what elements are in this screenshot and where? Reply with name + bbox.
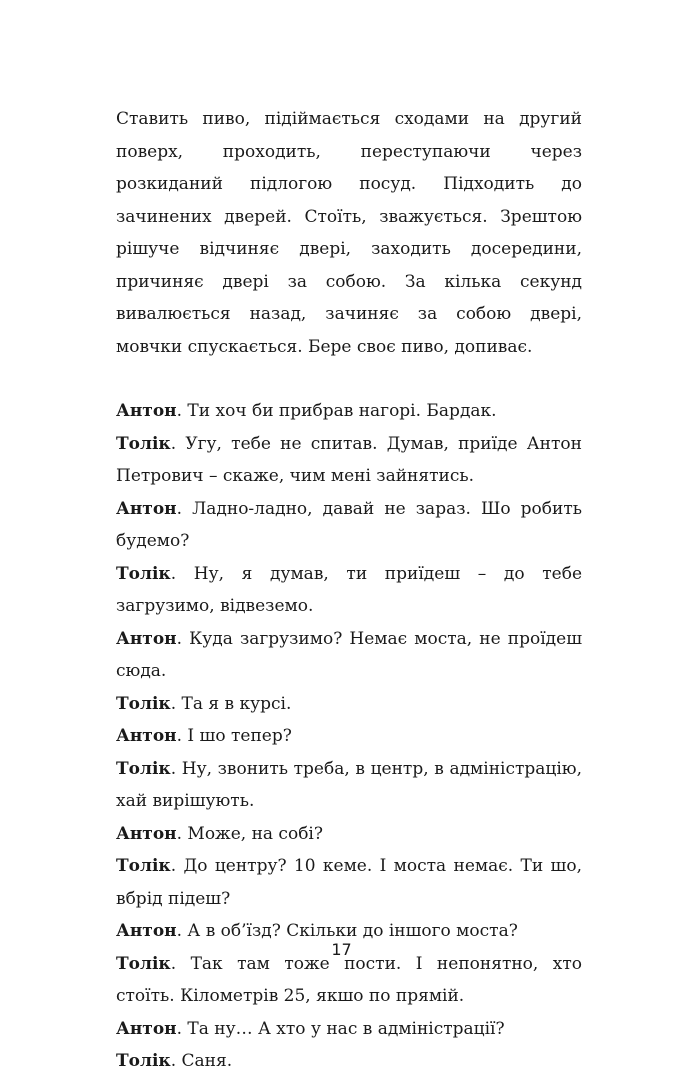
speech-text: . Може, на собі?: [176, 823, 323, 844]
speaker-name: Толік: [116, 953, 171, 974]
speech-text: . До центру? 10 кеме. І моста немає. Ти шо, вбрід підеш?: [116, 856, 582, 909]
page-body: [116, 103, 582, 1078]
speech-text: . Угу, тебе не спитав. Думав, приїде Антон Петрович – скаже, чим мені зайнятись.: [116, 433, 582, 486]
speech-text: . Саня.: [170, 1051, 233, 1071]
speaker-name: Антон: [116, 628, 177, 649]
dialogue-line: [116, 493, 582, 558]
speech-text: . Та ну… А хто у нас в адміністрації?: [176, 1018, 505, 1039]
speech-text: . Так там тоже пости. І непонятно, хто стоїть. Кілометрів 25, якшо по прямій.: [116, 953, 582, 1006]
dialogue: [116, 395, 582, 1078]
speaker-name: Толік: [116, 856, 171, 876]
speech-text: . Ладно-ладно, давай не зараз. Шо робить будемо?: [116, 498, 582, 551]
speech-text: . А в об’їзд? Скільки до іншого моста?: [176, 921, 518, 941]
dialogue-line: [116, 753, 582, 818]
speech-text: . Куда загрузимо? Немає моста, не проїдеш сюда.: [116, 628, 582, 681]
speaker-name: Толік: [116, 1051, 171, 1071]
speaker-name: Антон: [116, 726, 177, 746]
speech-text: . І шо тепер?: [176, 726, 292, 746]
speaker-name: Толік: [116, 563, 171, 584]
speech-text: . Та я в курсі.: [170, 693, 292, 714]
speech-text: . Ти хоч би прибрав нагорі. Бардак.: [176, 401, 497, 421]
page-number: 17: [331, 940, 352, 959]
dialogue-line: [116, 818, 582, 851]
speaker-name: Антон: [116, 401, 177, 421]
stage-direction: Ставить пиво, підіймається сходами на другий поверх, проходить, переступаючи через розкиданий підлогою посуд. Підходить до зачинених дверей. Стоїть, зважується. Зрештою рішуче відчиняє двері, заходить досередини, причиняє двері за собою. За кілька секунд вивалюється назад, зачиняє за собою двері, мовчки спускається. Бере своє пиво, допиває.: [116, 109, 582, 357]
dialogue-line: [116, 688, 582, 721]
speaker-name: Антон: [116, 498, 177, 519]
speaker-name: Антон: [116, 1018, 177, 1039]
dialogue-line: [116, 720, 582, 753]
speaker-name: Толік: [116, 758, 171, 779]
speech-text: . Ну, я думав, ти приїдеш – до тебе загрузимо, відвеземо.: [116, 563, 582, 616]
dialogue-line: [116, 623, 582, 688]
speaker-name: Толік: [116, 433, 171, 454]
speaker-name: Антон: [116, 921, 177, 941]
speaker-name: Толік: [116, 693, 171, 714]
dialogue-line: [116, 850, 582, 915]
dialogue-line: [116, 428, 582, 493]
speaker-name: Антон: [116, 823, 177, 844]
dialogue-line: [116, 558, 582, 623]
speech-text: . Ну, звонить треба, в центр, в адміністрацію, хай вирішують.: [116, 758, 582, 811]
dialogue-line: [116, 1045, 582, 1078]
dialogue-line: [116, 1013, 582, 1046]
dialogue-line: [116, 395, 582, 428]
